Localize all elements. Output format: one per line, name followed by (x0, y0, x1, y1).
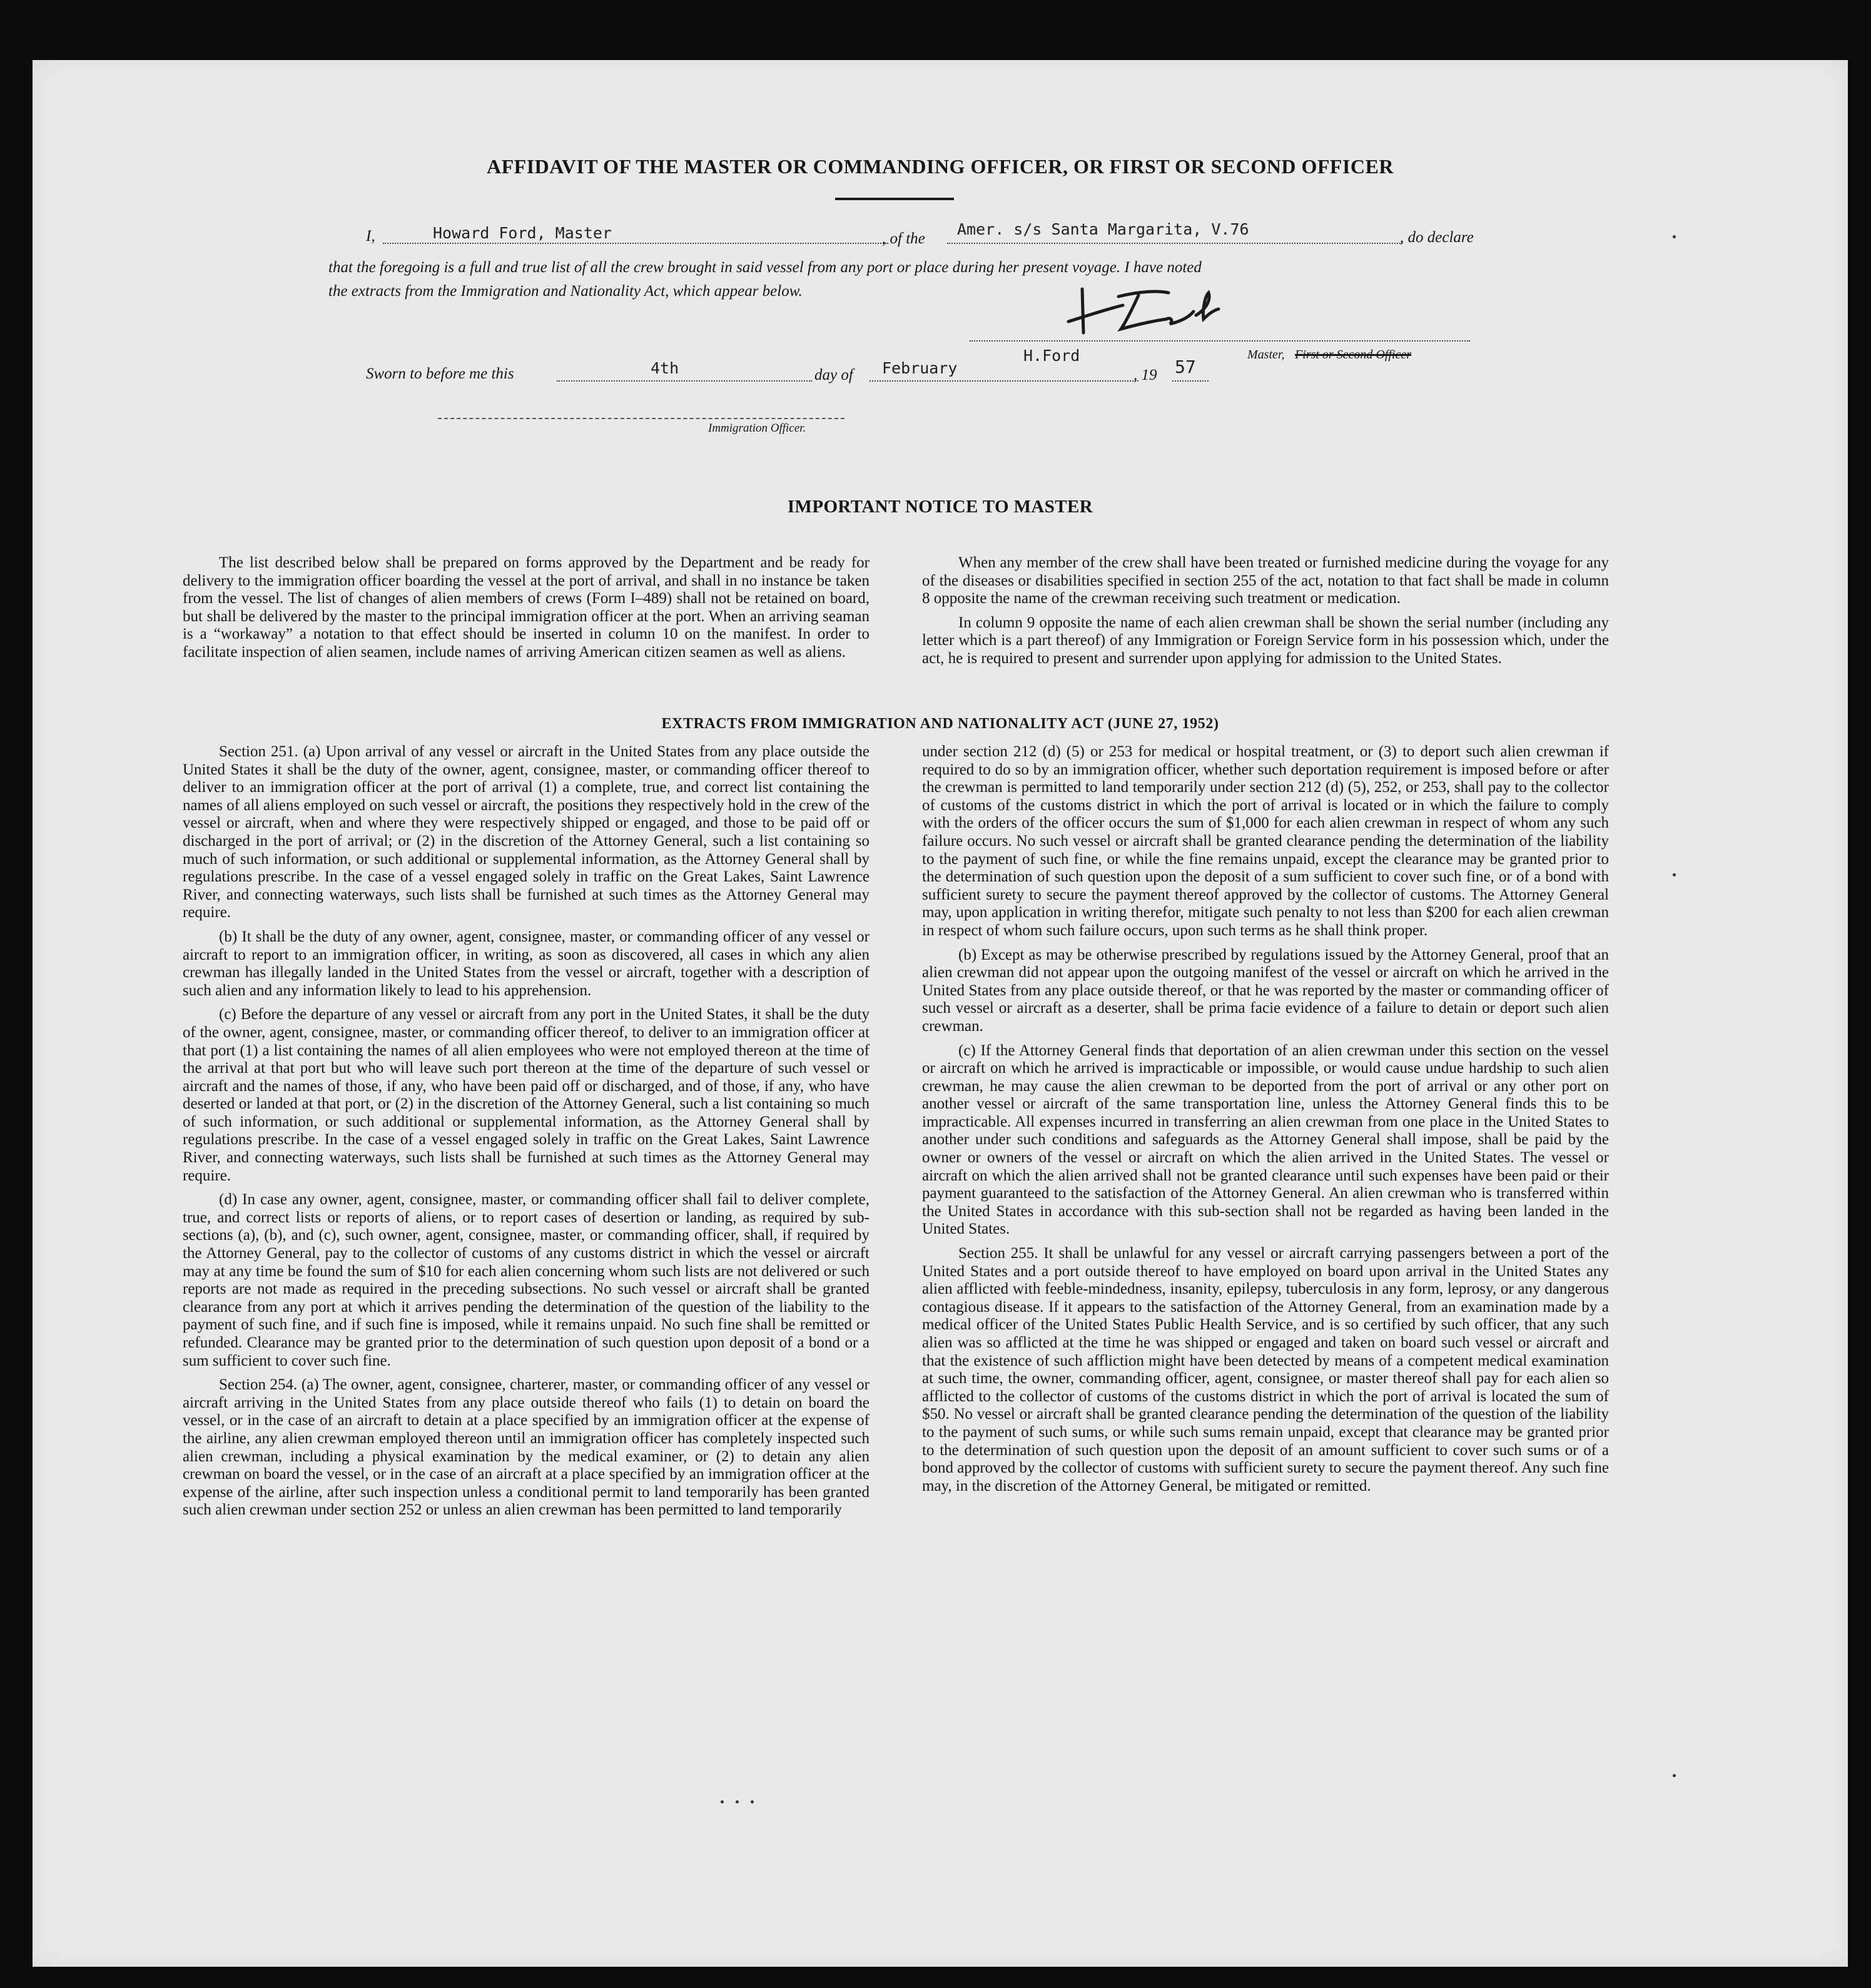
vessel-field[interactable]: Amer. s/s Santa Margarita, V.76 (957, 220, 1249, 238)
day-field[interactable]: 4th (651, 359, 679, 377)
affidavit-page (33, 60, 1848, 1967)
notice-title: IMPORTANT NOTICE TO MASTER (787, 497, 1093, 517)
day-of-label: day of (814, 367, 853, 383)
day-field-line (557, 379, 812, 382)
declaration-text-2: the extracts from the Immigration and Nationality Act, which appear below. (328, 283, 803, 300)
section-254-b: (b) Except as may be otherwise prescribed by regulations issued by the Attorney General, proof that an alien crewman did not appear upon the outgoing manifest of the vessel or aircraft on which he arrived in the United States from any place outside thereof, or that he was reported by the master or commanding officer of such vessel or aircraft as a deserter, shall be prima facie evidence of a failure to detain or deport such alien crewman. (922, 946, 1609, 1035)
scan-speck (1673, 1774, 1676, 1777)
notice-left-column (183, 554, 870, 662)
handwritten-signature (1063, 278, 1251, 347)
section-255: Section 255. It shall be unlawful for any vessel or aircraft carrying passengers between a port of the United States and a port outside thereof to have employed on board upon arrival in the United States any alien afflicted with feeble-mindedness, insanity, epilepsy, tuberculosis in any form, leprosy, or any dangerous contagious disease. If it appears to the satisfaction of the Attorney General, from an examination made by a medical officer of the United States Public Health Service, and is so certified by such officer, that any such alien was so afflicted at the time he was shipped or engaged and taken on board such vessel or aircraft and that the existence of such affliction might have been detected by means of a competent medical examination at such time, the owner, commanding officer, agent, consignee, or master thereof shall pay for each alien so afflicted to the collector of customs of the customs district in which the port of arrival is located the sum of $50. No vessel or aircraft shall be granted clearance pending the determination of the question of the liability to the payment of such sums, or while such sums remain unpaid, except that clearance may be granted prior to the determination of such question upon the deposit of an amount sufficient to cover such sums or of a bond approved by the collector of customs with sufficient surety to secure the payment thereof. Any such fine may, in the discretion of the Attorney General, be mitigated or remitted. (922, 1245, 1609, 1494)
scan-speck (1673, 873, 1676, 876)
struck-officer-title: First or Second Officer (1295, 348, 1412, 362)
section-251-a: Section 251. (a) Upon arrival of any vessel or aircraft in the United States from any place outside the United States it shall be the duty of the owner, agent, consignee, master, or commanding officer thereof to deliver to an immigration officer at the port of arrival (1) a complete, true, and correct list containing the names of all aliens employed on such vessel or aircraft, the positions they respectively hold in the crew of the vessel or aircraft, when and where they were respectively shipped or engaged, and those to be paid off or discharged in the port of arrival; or (2) in the discretion of the Attorney General, such a list containing so much of such information, or such additional or supplemental information, as the Attorney General shall by regulations prescribe. In the case of a vessel engaged solely in traffic on the Great Lakes, Saint Lawrence River, and connecting waterways, such lists shall be furnished at such times as the Attorney General may require. (183, 743, 870, 921)
section-254-a-continued: under section 212 (d) (5) or 253 for medical or hospital treatment, or (3) to deport such alien crewman if required to do so by an immigration officer, whether such deportation requirement is imposed before or after the crewman is permitted to land temporarily under section 212 (d) (5), 252, or 253, shall pay to the collector of customs of the customs district in which the port of arrival is located or in which the failure to comply with the orders of the officer occurs the sum of $1,000 for each alien crewman in respect of whom any such failure occurs. No such vessel or aircraft shall be granted clearance pending the determination of the liability to the payment of such fine, or while the fine remains unpaid, except the clearance may be granted prior to the determination of such question upon the deposit of a sum sufficient to cover such fine, or of a bond with sufficient surety to secure the payment thereof approved by the collector of customs. The Attorney General may, upon application in writing therefor, mitigate such penalty to not less than $200 for each alien crewman in respect of whom such failure occurs, upon such terms as he shall think proper. (922, 743, 1609, 939)
month-field[interactable]: February (882, 359, 958, 377)
immigration-officer-label: Immigration Officer. (708, 422, 806, 435)
notice-right-column (922, 554, 1609, 668)
notice-right-paragraph-2: In column 9 opposite the name of each alien crewman shall be shown the serial number (including any letter which is a part thereof) of any Immigration or Foreign Service form in his possession which, under the act, he is required to present and surrender upon applying for admission to the United States. (922, 614, 1609, 667)
scan-speck (1673, 235, 1676, 238)
notice-left-paragraph: The list described below shall be prepared on forms approved by the Department and be ready for delivery to the immigration officer boarding the vessel at the port of arrival, and shall in no instance be taken from the vessel. The list of changes of alien members of crews (Form I–489) shall not be retained on board, but shall be delivered by the master to the principal immigration officer at the port. When an arriving seaman is a “workaway” a notation to that effect should be inserted in column 10 on the manifest. In order to facilitate inspection of alien seamen, include names of arriving American citizen seamen as well as aliens. (183, 554, 870, 661)
scan-speck (736, 1800, 739, 1803)
year-field[interactable]: 57 (1175, 357, 1196, 377)
extracts-title: EXTRACTS FROM IMMIGRATION AND NATIONALITY ACT (JUNE 27, 1952) (661, 716, 1219, 732)
signature-line (970, 339, 1470, 342)
month-field-line (870, 379, 1138, 382)
master-title-label: Master, (1247, 348, 1285, 362)
year-field-line (1172, 379, 1209, 382)
scan-speck (751, 1800, 754, 1803)
extracts-left-column (183, 743, 870, 1519)
extracts-right-column (922, 743, 1609, 1495)
affidavit-title: AFFIDAVIT OF THE MASTER OR COMMANDING OFFICER, OR FIRST OR SECOND OFFICER (487, 155, 1394, 178)
section-251-c: (c) Before the departure of any vessel or aircraft from any port in the United States, it shall be the duty of the owner, agent, consignee, master, or commanding officer thereof, to deliver to an immigration officer at that port (1) a list containing the names of all alien employees who were not employed thereon at the time of the arrival at that port but who will leave such port thereon at the time of the departure of such vessel or aircraft and the names of those, if any, who have been paid off or discharged, and of those, if any, who have deserted or landed at that port, or (2) in the discretion of the Attorney General, such a list containing so much of such information, or such additional or supplemental information, as the Attorney General shall by regulations prescribe. In the case of a vessel engaged solely in traffic on the Great Lakes, Saint Lawrence River, and connecting waterways, such lists shall be furnished at such times as the Attorney General may require. (183, 1006, 870, 1184)
section-251-d: (d) In case any owner, agent, consignee, master, or commanding officer shall fail to deliver complete, true, and correct lists or reports of aliens, or to report cases of desertion or landing, as required by sub-sections (a), (b), and (c), such owner, agent, consignee, master, or commanding officer, shall, if required by the Attorney General, pay to the collector of customs of any customs district in which the vessel or aircraft may at any time be found the sum of $10 for each alien concerning whom such lists are not delivered or such reports are not made as required in the preceding subsections. No such vessel or aircraft shall be granted clearance from any port at which it arrives pending the determination of the question of the liability to the payment of such fine, and if such fine is imposed, while it remains unpaid. No such fine shall be remitted or refunded. Clearance may be granted prior to the determination of such question upon deposit of a bond or a sum sufficient to cover such fine. (183, 1191, 870, 1369)
master-name-field[interactable]: Howard Ford, Master (433, 224, 612, 242)
year-prefix-label: , 19 (1133, 367, 1157, 383)
section-254-a: Section 254. (a) The owner, agent, consignee, charterer, master, or commanding officer of any vessel or aircraft arriving in the United States from any place outside thereof who fails (1) to detain on board the vessel, or in the case of an aircraft to detain at a place specified by an immigration officer at the expense of the airline, any alien crewman employed thereon until an immigration officer has completely inspected such alien crewman, including a physical examination by the medical examiner, or (2) to detain any alien crewman on board the vessel, or in the case of an aircraft at a place specified by an immigration officer at the expense of the airline, after such inspection unless a conditional permit to land temporarily has been granted such alien crewman under section 252 or unless an alien crewman has been permitted to land temporarily (183, 1376, 870, 1519)
sworn-label: Sworn to before me this (366, 365, 514, 382)
section-254-c: (c) If the Attorney General finds that deportation of an alien crewman under this section on the vessel or aircraft on which he arrived is impracticable or impossible, or would cause undue hardship to such alien crewman, he may cause the alien crewman to be deported from the port of arrival or any other port on another vessel or aircraft of the same transportation line, unless the Attorney General finds this to be impracticable. All expenses incurred in transferring an alien crewman from one place in the United States to another under such conditions and safeguards as the Attorney General shall impose, shall be paid by the owner or owners of the vessel or aircraft on which the alien arrived in the United States. The vessel or aircraft on which the alien arrived shall not be granted clearance until such expenses have been paid or their payment guaranteed to the satisfaction of the Attorney General. An alien crewman who is transferred within the United States in accordance with this sub-section shall not be regarded as having been landed in the United States. (922, 1042, 1609, 1238)
do-declare-label: , do declare (1400, 229, 1474, 246)
section-251-b: (b) It shall be the duty of any owner, agent, consignee, master, or commanding officer of any vessel or aircraft to report to an immigration officer, in writing, as soon as discovered, all cases in which any alien crewman has illegally landed in the United States from the vessel or aircraft, together with a description of such alien and any information likely to lead to his apprehension. (183, 928, 870, 999)
declaration-text-1: that the foregoing is a full and true list of all the crew brought in said vessel from any port or place during her present voyage. I have noted (328, 259, 1202, 276)
notice-right-paragraph-1: When any member of the crew shall have been treated or furnished medicine during the voyage for any of the diseases or disabilities specified in section 255 of the act, notation to that fact shall be made in column 8 opposite the name of the crewman receiving such treatment or medication. (922, 554, 1609, 607)
of-the-label: , of the (882, 230, 925, 247)
immigration-officer-signature-line (438, 417, 844, 419)
title-underline (835, 198, 954, 200)
vessel-field-line (947, 241, 1402, 244)
scan-speck (721, 1800, 724, 1803)
signer-typed-name: H.Ford (1023, 347, 1080, 365)
i-label: I, (366, 228, 375, 245)
